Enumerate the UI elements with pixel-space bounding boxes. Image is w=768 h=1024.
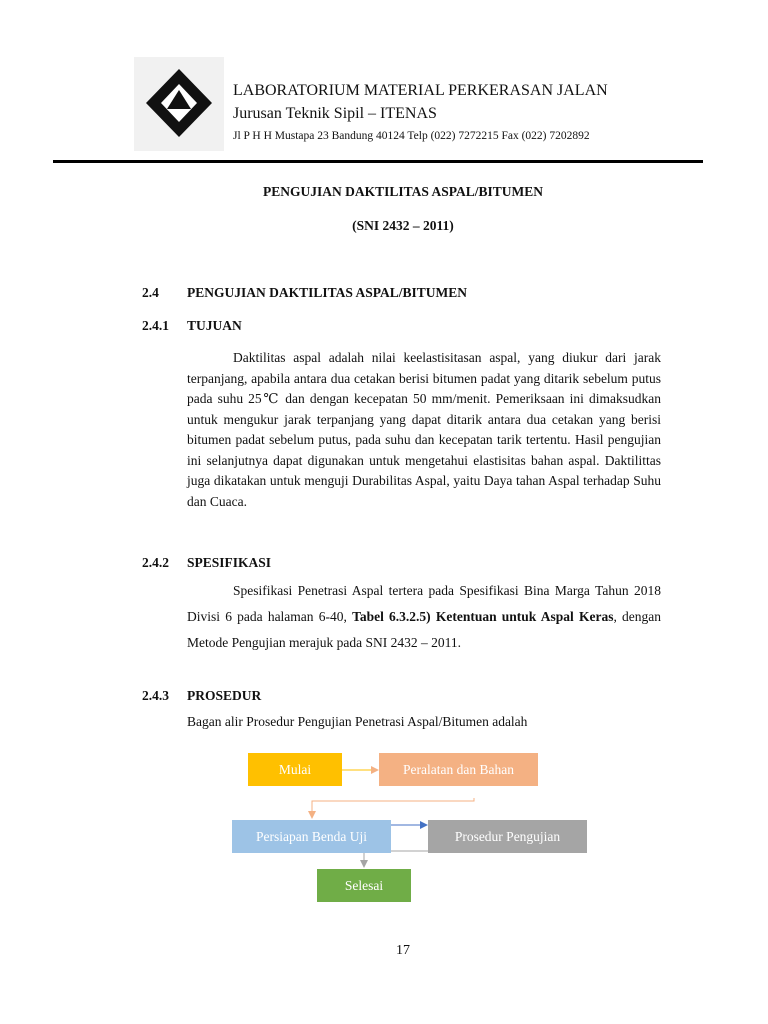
- flow-node-peralatan: Peralatan dan Bahan: [379, 753, 538, 786]
- section-title: TUJUAN: [187, 318, 242, 333]
- section-title: PROSEDUR: [187, 688, 262, 703]
- spesifikasi-paragraph: [187, 578, 661, 656]
- prosedur-intro: Bagan alir Prosedur Pengujian Penetrasi Aspal/Bitumen adalah: [187, 714, 528, 729]
- flow-node-mulai: Mulai: [248, 753, 342, 786]
- logo: [134, 57, 224, 151]
- flow-node-prosedur: Prosedur Pengujian: [428, 820, 587, 853]
- spesifikasi-table-reference: Tabel 6.3.2.5) Ketentuan untuk Aspal Keras: [352, 609, 614, 624]
- section-title: PENGUJIAN DAKTILITAS ASPAL/BITUMEN: [187, 285, 468, 300]
- lab-name: LABORATORIUM MATERIAL PERKERASAN JALAN: [233, 82, 608, 99]
- department-name: Jurusan Teknik Sipil – ITENAS: [233, 105, 437, 122]
- document-title: PENGUJIAN DAKTILITAS ASPAL/BITUMEN: [262, 184, 544, 199]
- flow-node-selesai: Selesai: [317, 869, 411, 902]
- section-number: 2.4.3: [142, 688, 169, 703]
- itenas-diamond-logo-icon: [134, 57, 224, 151]
- lab-address: Jl P H H Mustapa 23 Bandung 40124 Telp (022) 7272215 Fax (022) 7202892: [233, 130, 590, 142]
- section-title: SPESIFIKASI: [187, 555, 272, 570]
- spesifikasi-text: Spesifikasi Penetrasi Aspal tertera pada Spesifikasi Bina Marga Tahun 2018 Divisi 6 pada halaman 6-40,: [187, 583, 661, 624]
- page-number: 17: [396, 943, 410, 958]
- document-standard: (SNI 2432 – 2011): [352, 218, 454, 233]
- connector-prosedur-selesai: [364, 851, 428, 867]
- connector-peralatan-persiapan: [312, 798, 474, 818]
- section-number: 2.4.2: [142, 555, 169, 570]
- spesifikasi-text-end: , dengan Metode Pengujian merajuk pada SNI 2432 – 2011.: [187, 609, 662, 650]
- section-number: 2.4: [142, 285, 159, 300]
- flow-node-persiapan: Persiapan Benda Uji: [232, 820, 391, 853]
- header-divider: [53, 160, 703, 163]
- tujuan-paragraph: [187, 348, 661, 512]
- tujuan-text: Daktilitas aspal adalah nilai keelastisitasan aspal, yang diukur dari jarak terpanjang, apabila antara dua cetakan berisi bitumen padat yang ditarik sebelum putus pada suhu 25℃ dan dengan kecepatan 50 mm/menit. Pemeriksaan ini dimaksudkan untuk mengukur jarak terpanjang yang dapat ditarik antara dua cetakan yang berisi bitumen padat sebelum putus, pada suhu dan kecepatan tarik tertentu. Hasil pengujian ini selanjutnya dapat digunakan untuk mengetahui elastisitas bahan aspal. Daktilittas juga dikatakan untuk menguji Durabilitas Aspal, yaitu Daya tahan Aspal terhadap Suhu dan Cuaca.: [187, 350, 661, 509]
- section-number: 2.4.1: [142, 318, 169, 333]
